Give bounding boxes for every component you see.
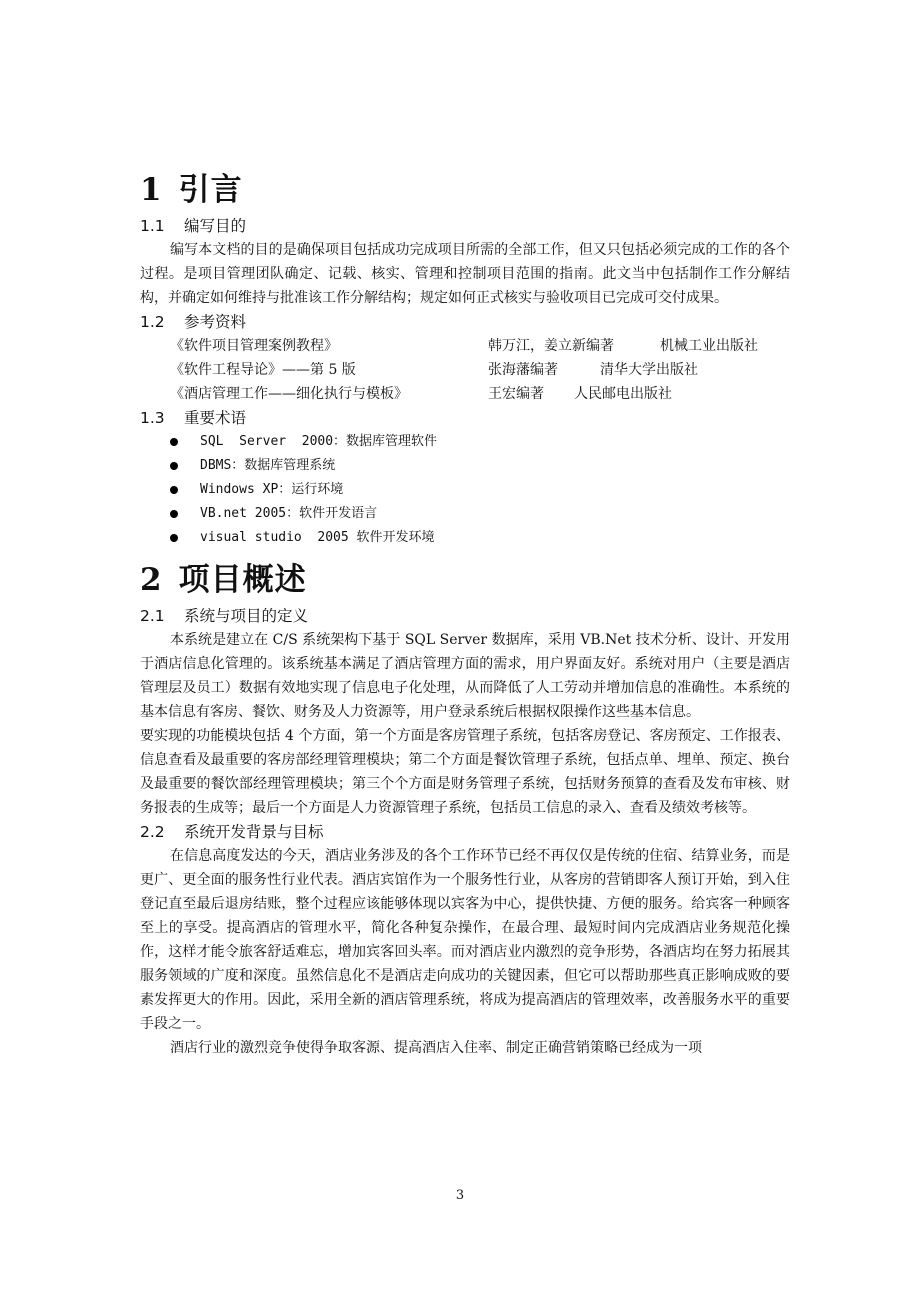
heading-1-1 <box>140 214 790 238</box>
heading-2-1 <box>140 604 790 628</box>
paragraph-competition: 酒店行业的激烈竞争使得争取客源、提高酒店入住率、制定正确营销策略已经成为一项 <box>170 1040 702 1056</box>
reference-publisher: 清华大学出版社 <box>600 362 698 378</box>
list-item <box>140 526 790 550</box>
paragraph-modules: 要实现的功能模块包括 4 个方面，第一个方面是客房管理子系统，包括客房登记、客房预定、工作报表、信息查看及最重要的客房部经理管理模块；第二个方面是餐饮管理子系统，包括点单、埋单、预定、换台及最重要的餐饮部经理管理模块；第三个个方面是财务管理子系统，包括财务预算的查看及发布审核、财务报表的生成等；最后一个方面是人力资源管理子系统，包括员工信息的录入、查看及绩效考核等。 <box>140 728 790 816</box>
term-text: visual studio 2005 软件开发环境 <box>200 530 435 545</box>
reference-item <box>140 358 790 382</box>
bullet-icon <box>170 438 178 446</box>
list-item <box>140 430 790 454</box>
page-content <box>140 168 790 1060</box>
bullet-icon <box>170 462 178 470</box>
heading-title: 参考资料 <box>184 313 247 331</box>
reference-item <box>140 382 790 406</box>
term-text: DBMS：数据库管理系统 <box>200 458 336 473</box>
heading-section-2 <box>140 558 790 602</box>
reference-author: 韩万江，姜立新编著 <box>488 338 614 354</box>
paragraph-purpose: 编写本文档的目的是确保项目包括成功完成项目所需的全部工作，但又只包括必须完成的工作的各个过程。是项目管理团队确定、记载、核实、管理和控制项目范围的指南。此文当中包括制作工作分解结构，并确定如何维持与批准该工作分解结构；规定如何正式核实与验收项目已完成可交付成果。 <box>140 242 790 306</box>
heading-section-1 <box>140 168 790 212</box>
heading-number: 1.2 <box>140 313 165 331</box>
heading-title: 引言 <box>178 172 243 208</box>
reference-author: 王宏编著 <box>488 386 544 402</box>
heading-number: 2.1 <box>140 607 165 625</box>
bullet-icon <box>170 510 178 518</box>
heading-number: 1 <box>140 172 163 208</box>
heading-title: 项目概述 <box>178 562 307 598</box>
list-item <box>140 454 790 478</box>
term-text: Windows XP：运行环境 <box>200 482 344 497</box>
heading-title: 重要术语 <box>184 409 247 427</box>
paragraph-background: 在信息高度发达的今天，酒店业务涉及的各个工作环节已经不再仅仅是传统的住宿、结算业务，而是更广、更全面的服务性行业代表。酒店宾馆作为一个服务性行业，从客房的营销即客人预订开始，到入住登记直至最后退房结账，整个过程应该能够体现以宾客为中心，提供快捷、方便的服务。给宾客一种顾客至上的享受。提高酒店的管理水平，简化各种复杂操作，在最合理、最短时间内完成酒店业务规范化操作，这样才能令旅客舒适难忘，增加宾客回头率。而对酒店业内激烈的竞争形势，各酒店均在努力拓展其服务领域的广度和深度。虽然信息化不是酒店走向成功的关键因素，但它可以帮助那些真正影响成败的要素发挥更大的作用。因此，采用全新的酒店管理系统，将成为提高酒店的管理效率，改善服务水平的重要手段之一。 <box>140 848 790 1032</box>
reference-list <box>140 334 790 406</box>
reference-title: 《软件项目管理案例教程》 <box>170 338 338 354</box>
term-text: VB.net 2005：软件开发语言 <box>200 506 378 521</box>
reference-title: 《酒店管理工作——细化执行与模板》 <box>170 386 408 402</box>
term-text: SQL Server 2000：数据库管理软件 <box>200 434 438 449</box>
heading-title: 编写目的 <box>184 217 247 235</box>
heading-number: 2 <box>140 562 163 598</box>
list-item <box>140 478 790 502</box>
heading-2-2 <box>140 820 790 844</box>
reference-publisher: 人民邮电出版社 <box>574 386 672 402</box>
paragraph-definition: 本系统是建立在 C/S 系统架构下基于 SQL Server 数据库，采用 VB.Net 技术分析、设计、开发用于酒店信息化管理的。该系统基本满足了酒店管理方面的需求，用户界面友好。系统对用户（主要是酒店管理层及员工）数据有效地实现了信息电子化处理，从而降低了人工劳动并增加信息的准确性。本系统的基本信息有客房、餐饮、财务及人力资源等，用户登录系统后根据权限操作这些基本信息。 <box>140 632 790 720</box>
list-item <box>140 502 790 526</box>
heading-number: 1.3 <box>140 409 165 427</box>
reference-title: 《软件工程导论》——第 5 版 <box>170 362 356 378</box>
heading-title: 系统开发背景与目标 <box>184 823 324 841</box>
heading-title: 系统与项目的定义 <box>184 607 309 625</box>
heading-number: 2.2 <box>140 823 165 841</box>
heading-1-2 <box>140 310 790 334</box>
bullet-icon <box>170 534 178 542</box>
heading-1-3 <box>140 406 790 430</box>
page-number: 3 <box>455 1188 465 1203</box>
heading-number: 1.1 <box>140 217 165 235</box>
terms-list <box>140 430 790 550</box>
reference-publisher: 机械工业出版社 <box>660 338 758 354</box>
reference-item <box>140 334 790 358</box>
reference-author: 张海藩编著 <box>488 362 558 378</box>
bullet-icon <box>170 486 178 494</box>
